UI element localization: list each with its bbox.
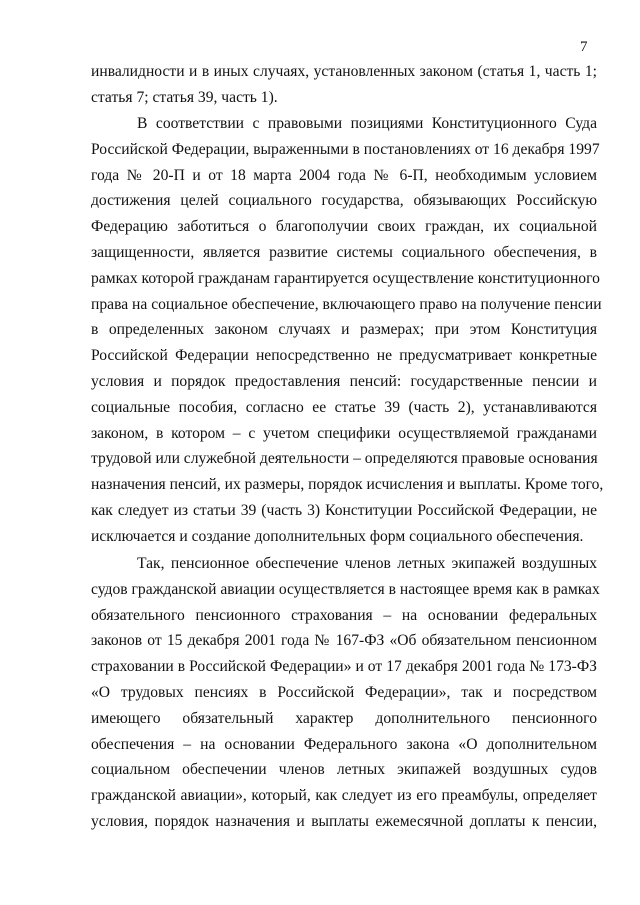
text-line: Российской Федерации, выраженными в постановлениях от 16 декабря 1997	[91, 140, 600, 158]
text-line: достижения целей социального государства, обязывающих Российскую	[91, 192, 597, 210]
paragraph-continuation	[91, 59, 597, 111]
text-line: назначения пенсий, их размеры, порядок исчисления и выплаты. Кроме того,	[91, 476, 604, 494]
text-line: статья 7; статья 39, часть 1).	[91, 88, 278, 106]
text-line: права на социальное обеспечение, включающего право на получение пенсии	[91, 295, 602, 313]
text-line: В соответствии с правовыми позициями Конституционного Суда	[137, 115, 597, 132]
paragraph-constitutional-court	[91, 111, 604, 550]
text-line: условия, порядок назначения и выплаты ежемесячной доплаты к пенсии,	[91, 812, 597, 830]
text-line: защищенности, является развитие системы социального обеспечения, в	[91, 243, 597, 261]
text-line: гражданской авиации», который, как следует из его преамбулы, определяет	[91, 787, 597, 805]
text-line: как следует из статьи 39 (часть 3) Конституции Российской Федерации, не	[91, 501, 597, 519]
text-line: Так, пенсионное обеспечение членов летных экипажей воздушных	[137, 555, 597, 572]
text-line: года № 20-П и от 18 марта 2004 года № 6-П, необходимым условием	[91, 166, 597, 184]
text-line: социальные пособия, согласно ее статье 39 (часть 2), устанавливаются	[91, 398, 597, 416]
text-line: Федерацию заботиться о благополучии своих граждан, их социальной	[91, 218, 597, 236]
text-line: обязательного пенсионного страхования – на основании федеральных	[91, 606, 597, 624]
text-line: инвалидности и в иных случаях, установленных законом (статья 1, часть 1;	[91, 63, 597, 80]
text-line: имеющего обязательный характер дополнительного пенсионного	[91, 709, 597, 727]
text-line: исключается и создание дополнительных форм социального обеспечения.	[91, 527, 584, 545]
text-line: «О трудовых пенсиях в Российской Федерации», так и посредством	[91, 683, 597, 701]
text-line: в определенных законом случаях и размерах; при этом Конституция	[91, 321, 597, 339]
text-line: судов гражданской авиации осуществляется в настоящее время как в рамках	[91, 580, 600, 598]
text-line: обеспечения – на основании Федерального закона «О дополнительном	[91, 735, 597, 753]
text-line: условия и порядок предоставления пенсий: государственные пенсии и	[91, 372, 597, 390]
text-line: законов от 15 декабря 2001 года № 167-ФЗ «Об обязательном пенсионном	[91, 632, 597, 650]
text-line: социальном обеспечении членов летных экипажей воздушных судов	[91, 761, 597, 779]
text-line: рамках которой гражданам гарантируется осуществление конституционного	[91, 269, 600, 287]
page-number: 7	[580, 39, 588, 55]
text-line: законом, в котором – с учетом специфики осуществляемой гражданами	[91, 424, 597, 442]
text-line: трудовой или служебной деятельности – определяются правовые основания	[91, 450, 598, 468]
paragraph-pension-provision	[91, 551, 600, 835]
text-line: страховании в Российской Федерации» и от 17 декабря 2001 года № 173-ФЗ	[91, 658, 597, 676]
text-line: Российской Федерации непосредственно не предусматривает конкретные	[91, 347, 597, 365]
